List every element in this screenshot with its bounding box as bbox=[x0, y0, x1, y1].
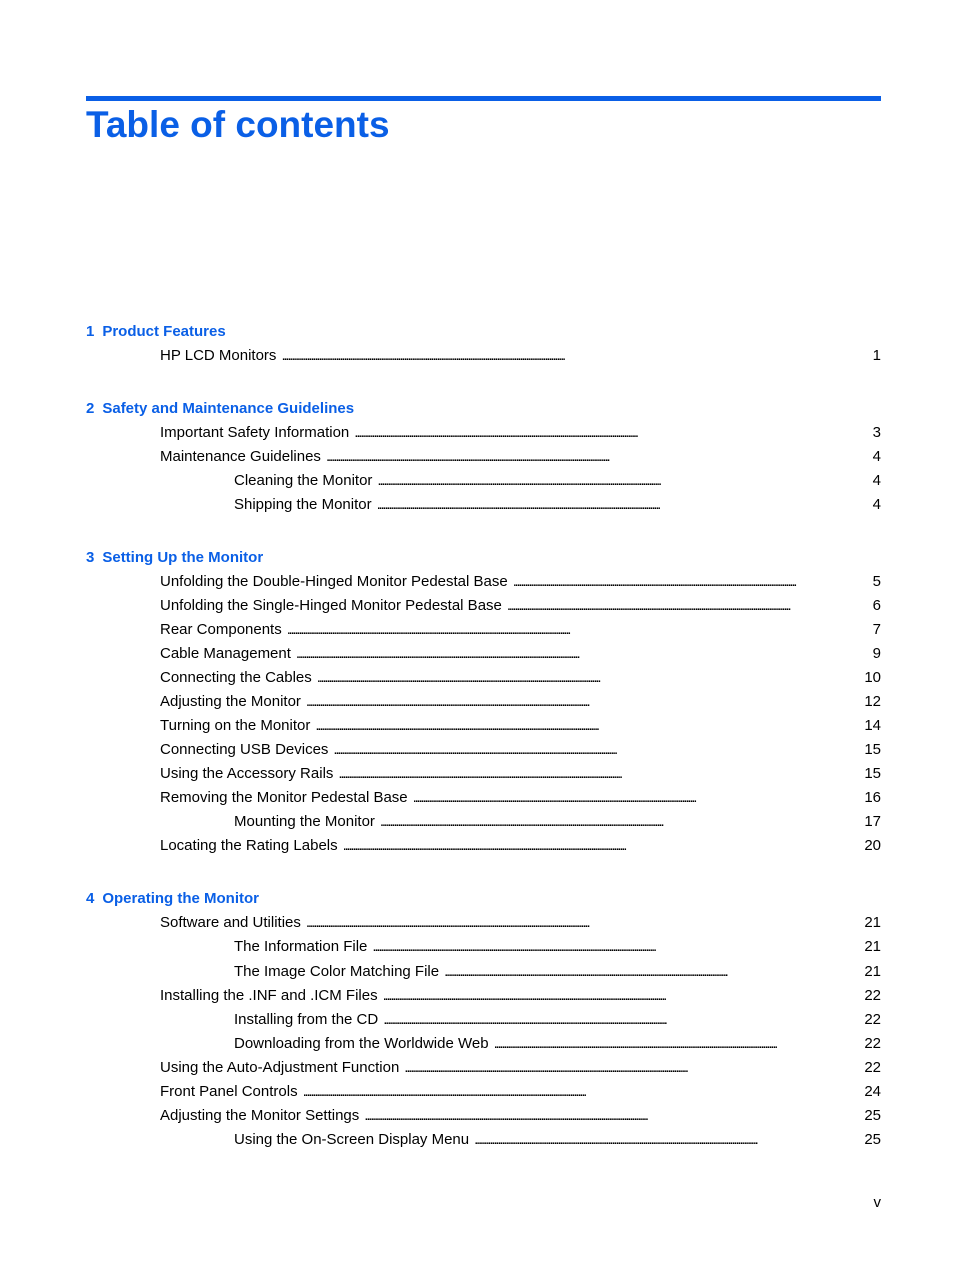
dot-leader bbox=[494, 1034, 860, 1054]
dot-leader bbox=[315, 716, 859, 736]
dot-leader bbox=[377, 471, 867, 491]
toc-entry-page: 14 bbox=[864, 717, 881, 734]
toc-subentry[interactable] bbox=[234, 495, 881, 515]
toc-entry-title: Unfolding the Single-Hinged Monitor Pedestal Base bbox=[160, 597, 502, 614]
toc-entry[interactable] bbox=[160, 692, 881, 712]
dot-leader bbox=[287, 620, 868, 640]
toc-entry[interactable] bbox=[160, 1082, 881, 1102]
toc-subentry[interactable] bbox=[234, 937, 881, 957]
toc-entry-page: 21 bbox=[864, 963, 881, 980]
toc-entry-title: Installing from the CD bbox=[234, 1011, 379, 1028]
toc-entry-page: 4 bbox=[872, 448, 881, 465]
toc-entry[interactable] bbox=[160, 447, 881, 467]
toc-entry[interactable] bbox=[160, 788, 881, 808]
dot-leader bbox=[404, 1058, 859, 1078]
toc-entry-title: Important Safety Information bbox=[160, 424, 350, 441]
toc-chapter-3[interactable] bbox=[86, 548, 263, 568]
toc-entry-page: 16 bbox=[864, 789, 881, 806]
toc-entry-page: 6 bbox=[872, 597, 881, 614]
chapter-number: 4 bbox=[86, 890, 95, 907]
toc-entry-page: 9 bbox=[872, 645, 881, 662]
toc-entry[interactable] bbox=[160, 423, 881, 443]
chapter-title: Setting Up the Monitor bbox=[102, 549, 264, 566]
page-title: Table of contents bbox=[86, 104, 390, 145]
page-number: v bbox=[873, 1194, 881, 1211]
chapter-title: Operating the Monitor bbox=[102, 890, 260, 907]
toc-entry-title: Using the Accessory Rails bbox=[160, 765, 334, 782]
toc-subentry[interactable] bbox=[234, 812, 881, 832]
dot-leader bbox=[306, 913, 859, 933]
toc-entry-title: Maintenance Guidelines bbox=[160, 448, 321, 465]
toc-entry-title: Unfolding the Double-Hinged Monitor Pedestal Base bbox=[160, 573, 508, 590]
dot-leader bbox=[444, 962, 859, 982]
toc-entry[interactable] bbox=[160, 986, 881, 1006]
toc-entry[interactable] bbox=[160, 620, 881, 640]
toc-subentry[interactable] bbox=[234, 1130, 881, 1150]
toc-entry-page: 4 bbox=[872, 472, 881, 489]
dot-leader bbox=[354, 423, 867, 443]
dot-leader bbox=[326, 447, 868, 467]
toc-entry-page: 25 bbox=[864, 1131, 881, 1148]
toc-entry[interactable] bbox=[160, 913, 881, 933]
dot-leader bbox=[296, 644, 868, 664]
toc-entry-page: 1 bbox=[872, 347, 881, 364]
toc-entry-title: Front Panel Controls bbox=[160, 1083, 298, 1100]
toc-entry[interactable] bbox=[160, 1106, 881, 1126]
dot-leader bbox=[317, 668, 860, 688]
toc-entry-page: 3 bbox=[872, 424, 881, 441]
toc-entry-page: 7 bbox=[872, 621, 881, 638]
dot-leader bbox=[507, 596, 868, 616]
toc-entry[interactable] bbox=[160, 596, 881, 616]
toc-entry-page: 20 bbox=[864, 837, 881, 854]
toc-entry-title: Downloading from the Worldwide Web bbox=[234, 1035, 489, 1052]
toc-entry-page: 10 bbox=[864, 669, 881, 686]
dot-leader bbox=[383, 986, 860, 1006]
chapter-number: 2 bbox=[86, 400, 95, 417]
toc-entry-title: Adjusting the Monitor Settings bbox=[160, 1107, 360, 1124]
toc-entry-title: Installing the .INF and .ICM Files bbox=[160, 987, 378, 1004]
toc-entry[interactable] bbox=[160, 740, 881, 760]
toc-entry[interactable] bbox=[160, 764, 881, 784]
toc-entry-page: 24 bbox=[864, 1083, 881, 1100]
toc-entry-title: Shipping the Monitor bbox=[234, 496, 372, 513]
chapter-number: 1 bbox=[86, 323, 95, 340]
toc-entry[interactable] bbox=[160, 716, 881, 736]
toc-entry-title: The Image Color Matching File bbox=[234, 963, 440, 980]
toc-subentry[interactable] bbox=[234, 1034, 881, 1054]
toc-entry-page: 15 bbox=[864, 765, 881, 782]
toc-entry-title: Connecting the Cables bbox=[160, 669, 312, 686]
toc-subentry[interactable] bbox=[234, 962, 881, 982]
toc-entry-page: 22 bbox=[864, 987, 881, 1004]
dot-leader bbox=[303, 1082, 860, 1102]
dot-leader bbox=[343, 836, 860, 856]
toc-entry-page: 4 bbox=[872, 496, 881, 513]
toc-subentry[interactable] bbox=[234, 1010, 881, 1030]
toc-subentry[interactable] bbox=[234, 471, 881, 491]
toc-entry-title: Cleaning the Monitor bbox=[234, 472, 373, 489]
toc-entry-title: Connecting USB Devices bbox=[160, 741, 329, 758]
dot-leader bbox=[413, 788, 860, 808]
toc-entry-page: 5 bbox=[872, 573, 881, 590]
chapter-title: Product Features bbox=[102, 323, 226, 340]
dot-leader bbox=[333, 740, 859, 760]
toc-entry-page: 25 bbox=[864, 1107, 881, 1124]
toc-entry-title: Removing the Monitor Pedestal Base bbox=[160, 789, 408, 806]
toc-entry-title: Using the Auto-Adjustment Function bbox=[160, 1059, 400, 1076]
toc-entry-title: Cable Management bbox=[160, 645, 291, 662]
toc-entry-title: Turning on the Monitor bbox=[160, 717, 311, 734]
toc-entry-page: 22 bbox=[864, 1011, 881, 1028]
toc-entry[interactable] bbox=[160, 836, 881, 856]
dot-leader bbox=[338, 764, 859, 784]
dot-leader bbox=[474, 1130, 859, 1150]
toc-entry-title: Mounting the Monitor bbox=[234, 813, 375, 830]
toc-entry[interactable] bbox=[160, 668, 881, 688]
toc-chapter-4[interactable] bbox=[86, 889, 259, 909]
toc-entry-page: 22 bbox=[864, 1035, 881, 1052]
dot-leader bbox=[372, 937, 859, 957]
chapter-title: Safety and Maintenance Guidelines bbox=[102, 400, 355, 417]
toc-entry-title: The Information File bbox=[234, 938, 368, 955]
toc-chapter-1[interactable] bbox=[86, 322, 226, 342]
toc-entry-page: 21 bbox=[864, 938, 881, 955]
dot-leader bbox=[380, 812, 859, 832]
toc-entry-title: Locating the Rating Labels bbox=[160, 837, 338, 854]
toc-entry-title: Rear Components bbox=[160, 621, 282, 638]
toc-entry-title: HP LCD Monitors bbox=[160, 347, 277, 364]
toc-entry[interactable] bbox=[160, 346, 881, 366]
dot-leader bbox=[364, 1106, 859, 1126]
toc-entry-page: 21 bbox=[864, 914, 881, 931]
toc-entry[interactable] bbox=[160, 1058, 881, 1078]
dot-leader bbox=[383, 1010, 859, 1030]
toc-entry-page: 17 bbox=[864, 813, 881, 830]
toc-entry-title: Using the On-Screen Display Menu bbox=[234, 1131, 470, 1148]
dot-leader bbox=[306, 692, 859, 712]
toc-entry-title: Software and Utilities bbox=[160, 914, 301, 931]
toc-entry[interactable] bbox=[160, 572, 881, 592]
toc-entry[interactable] bbox=[160, 644, 881, 664]
dot-leader bbox=[281, 346, 867, 366]
toc-entry-page: 22 bbox=[864, 1059, 881, 1076]
chapter-number: 3 bbox=[86, 549, 95, 566]
dot-leader bbox=[513, 572, 868, 592]
toc-chapter-2[interactable] bbox=[86, 399, 354, 419]
toc-entry-page: 15 bbox=[864, 741, 881, 758]
dot-leader bbox=[377, 495, 868, 515]
toc-entry-title: Adjusting the Monitor bbox=[160, 693, 301, 710]
toc-entry-page: 12 bbox=[864, 693, 881, 710]
